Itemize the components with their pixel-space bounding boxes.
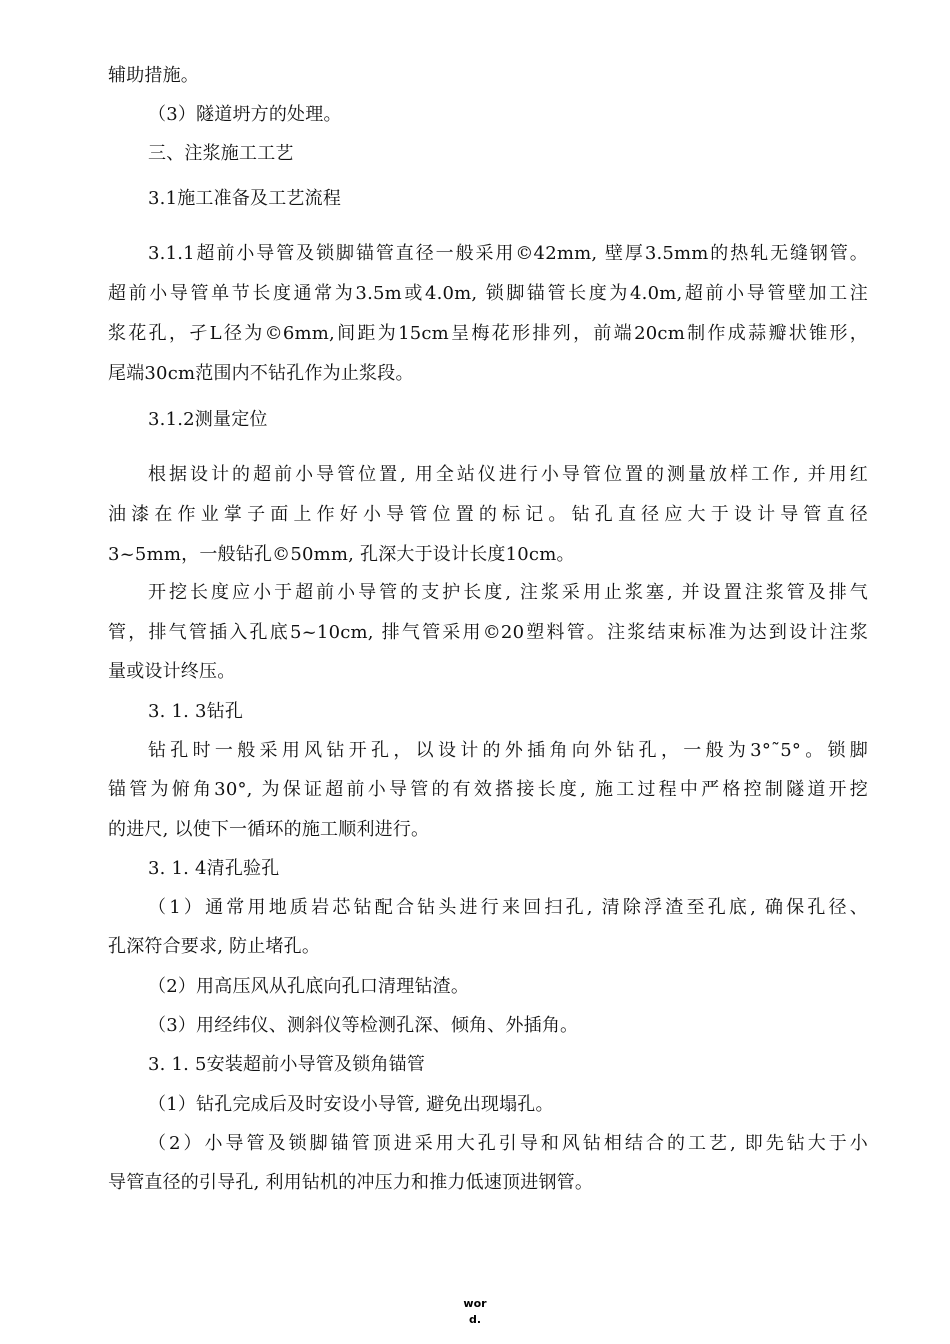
text-line: 超前小导管单节长度通常为3.5m或4.0m, 锁脚锚管长度为4.0m,超前小导管壁加工注	[108, 283, 868, 304]
page-footer-line-1: wor	[463, 1297, 487, 1310]
text-line: （1）通常用地质岩芯钻配合钻头进行来回扫孔, 清除浮渣至孔底, 确保孔径、	[148, 897, 868, 918]
text-line: 锚管为俯角30°, 为保证超前小导管的有效搭接长度, 施工过程中严格控制隧道开挖	[108, 779, 868, 800]
text-line: （3）隧道坍方的处理。	[148, 104, 342, 125]
text-line: 辅助措施。	[108, 65, 199, 86]
subsection-heading: 3. 1. 5安装超前小导管及锁角锚管	[148, 1054, 426, 1075]
subsection-heading: 3. 1. 4清孔验孔	[148, 858, 280, 879]
text-line: 孔深符合要求, 防止堵孔。	[108, 936, 321, 957]
text-line: 3.1.1超前小导管及锁脚锚管直径一般采用©42mm, 壁厚3.5mm的热轧无缝钢管。	[148, 243, 868, 264]
text-line: 钻孔时一般采用风钻开孔，以设计的外插角向外钻孔，一般为3°˜5°。锁脚	[148, 740, 868, 761]
subsection-heading: 3. 1. 3钻孔	[148, 701, 244, 722]
text-line: （1）钻孔完成后及时安设小导管, 避免出现塌孔。	[148, 1094, 554, 1115]
text-line: 量或设计终压。	[108, 661, 236, 682]
text-line: （3）用经纬仪、测斜仪等检测孔深、倾角、外插角。	[148, 1015, 579, 1036]
subsection-heading: 3.1.2测量定位	[148, 409, 268, 430]
text-line: 尾端30cm范围内不钻孔作为止浆段。	[108, 363, 414, 384]
text-line: （2）小导管及锁脚锚管顶进采用大孔引导和风钻相结合的工艺, 即先钻大于小	[148, 1133, 868, 1154]
section-heading: 三、注浆施工工艺	[148, 143, 294, 164]
text-line: 3~5mm，一般钻孔©50mm, 孔深大于设计长度10cm。	[108, 544, 575, 565]
text-line: 油漆在作业掌子面上作好小导管位置的标记。钻孔直径应大于设计导管直径	[108, 504, 868, 525]
text-line: 根据设计的超前小导管位置, 用全站仪进行小导管位置的测量放样工作, 并用红	[148, 464, 868, 485]
page-footer-line-2: d.	[468, 1313, 482, 1326]
text-line: 的进尺, 以使下一循环的施工顺利进行。	[108, 819, 430, 840]
text-line: （2）用高压风从孔底向孔口清理钻渣。	[148, 976, 470, 997]
text-line: 导管直径的引导孔, 利用钻机的冲压力和推力低速顶进钢管。	[108, 1172, 594, 1193]
text-line: 开挖长度应小于超前小导管的支护长度, 注浆采用止浆塞, 并设置注浆管及排气	[148, 582, 868, 603]
text-line: 管，排气管插入孔底5~10cm, 排气管采用©20塑料管。注浆结束标准为达到设计注浆	[108, 622, 868, 643]
text-line: 浆花孔，孑L径为©6mm,间距为15cm呈梅花形排列，前端20cm制作成蒜瓣状锥形，	[108, 323, 868, 344]
subsection-heading: 3.1施工准备及工艺流程	[148, 188, 342, 209]
